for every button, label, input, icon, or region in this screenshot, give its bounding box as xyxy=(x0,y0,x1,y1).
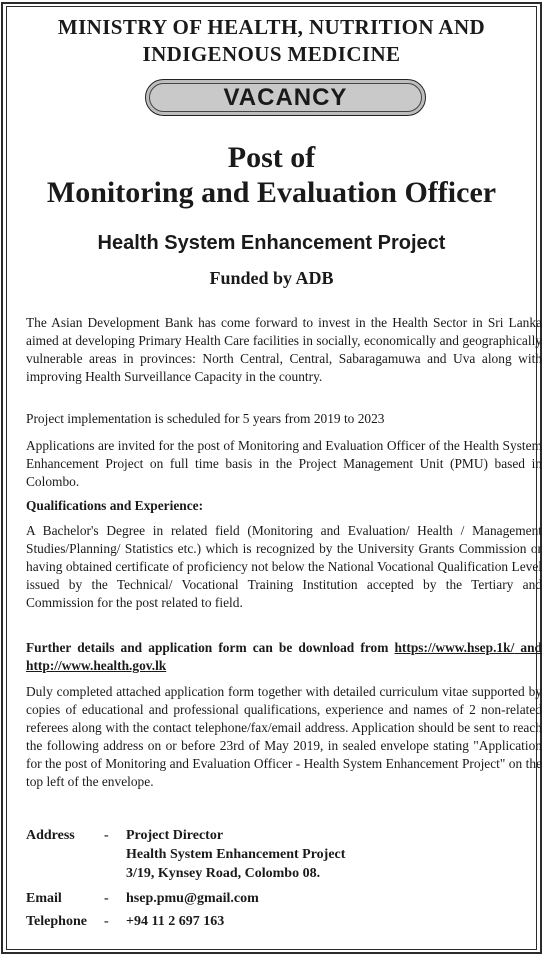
invitation-paragraph: Applications are invited for the post of Monitoring and Evaluation Officer of the Health System Enhancement Project on full time basis in the Project Management Unit (PMU) based in Colombo. xyxy=(26,438,542,489)
submission-paragraph: Duly completed attached application form together with detailed curriculum vitae supported by copies of educational and professional qualifications, experience and names of 2 non-related referees along with the contact telephone/fax/email address. Application should be sent to reach the following address on or before 23rd of May 2019, in sealed envelope stating "Application for the post of Monitoring and Evaluation Officer - Health System Enhancement Project" on the top left of the envelope. xyxy=(26,684,542,789)
address-line-2: Health System Enhancement Project xyxy=(126,847,346,862)
email-dash: - xyxy=(104,891,109,906)
vacancy-title: VACANCY xyxy=(223,84,348,111)
link-and: and xyxy=(514,640,542,655)
further-details-paragraph xyxy=(26,639,542,675)
further-details-text: Further details and application form can be download from xyxy=(26,640,395,655)
post-title-line-2: Monitoring and Evaluation Officer xyxy=(46,176,497,209)
email-row xyxy=(26,889,542,908)
address-row-3 xyxy=(26,864,542,883)
intro-paragraph: The Asian Development Bank has come forward to invest in the Health Sector in Sri Lanka aimed at developing Primary Health Care facilities in socially, economically and geographically vulnerable areas in provinces: North Central, Central, Sabaragamuwa and Uva along with improving Health Surveillance Capacity in the country. xyxy=(26,315,542,384)
address-line-3: 3/19, Kynsey Road, Colombo 08. xyxy=(126,866,321,881)
hsep-link[interactable]: https://www.hsep.1k/ xyxy=(394,640,515,655)
telephone-row xyxy=(26,912,542,931)
address-dash: - xyxy=(104,828,109,843)
address-row xyxy=(26,826,542,845)
address-row-2 xyxy=(26,845,542,864)
ministry-line-1: MINISTRY OF HEALTH, NUTRITION AND xyxy=(57,15,486,39)
ministry-heading xyxy=(0,14,543,68)
contact-block xyxy=(26,826,542,931)
health-gov-link[interactable]: http://www.health.gov.lk xyxy=(26,658,167,673)
funding-line: Funded by ADB xyxy=(209,268,334,288)
project-name: Health System Enhancement Project xyxy=(97,232,446,254)
schedule-paragraph: Project implementation is scheduled for 5 years from 2019 to 2023 xyxy=(26,411,385,426)
address-label: Address xyxy=(26,828,75,843)
telephone-label: Telephone xyxy=(26,914,87,929)
ministry-line-2: INDIGENOUS MEDICINE xyxy=(142,42,401,66)
telephone-value: +94 11 2 697 163 xyxy=(126,914,225,929)
vacancy-banner xyxy=(145,79,426,116)
qualifications-heading: Qualifications and Experience: xyxy=(26,498,204,513)
qualifications-paragraph: A Bachelor's Degree in related field (Monitoring and Evaluation/ Health / Management Studies/Planning/ Statistics etc.) which is recognized by the University Grants Commission or having obtained certificate of proficiency not below the National Vocational Qualification Level issued by the Technical/ Vocational Training Institution accepted by the Tertiary and Commission for the post related to field. xyxy=(26,523,542,610)
email-label: Email xyxy=(26,891,62,906)
post-title-line-1: Post of xyxy=(227,141,316,174)
telephone-dash: - xyxy=(104,914,109,929)
post-title xyxy=(0,140,543,210)
email-value[interactable]: hsep.pmu@gmail.com xyxy=(126,891,259,906)
address-line-1: Project Director xyxy=(126,828,224,843)
